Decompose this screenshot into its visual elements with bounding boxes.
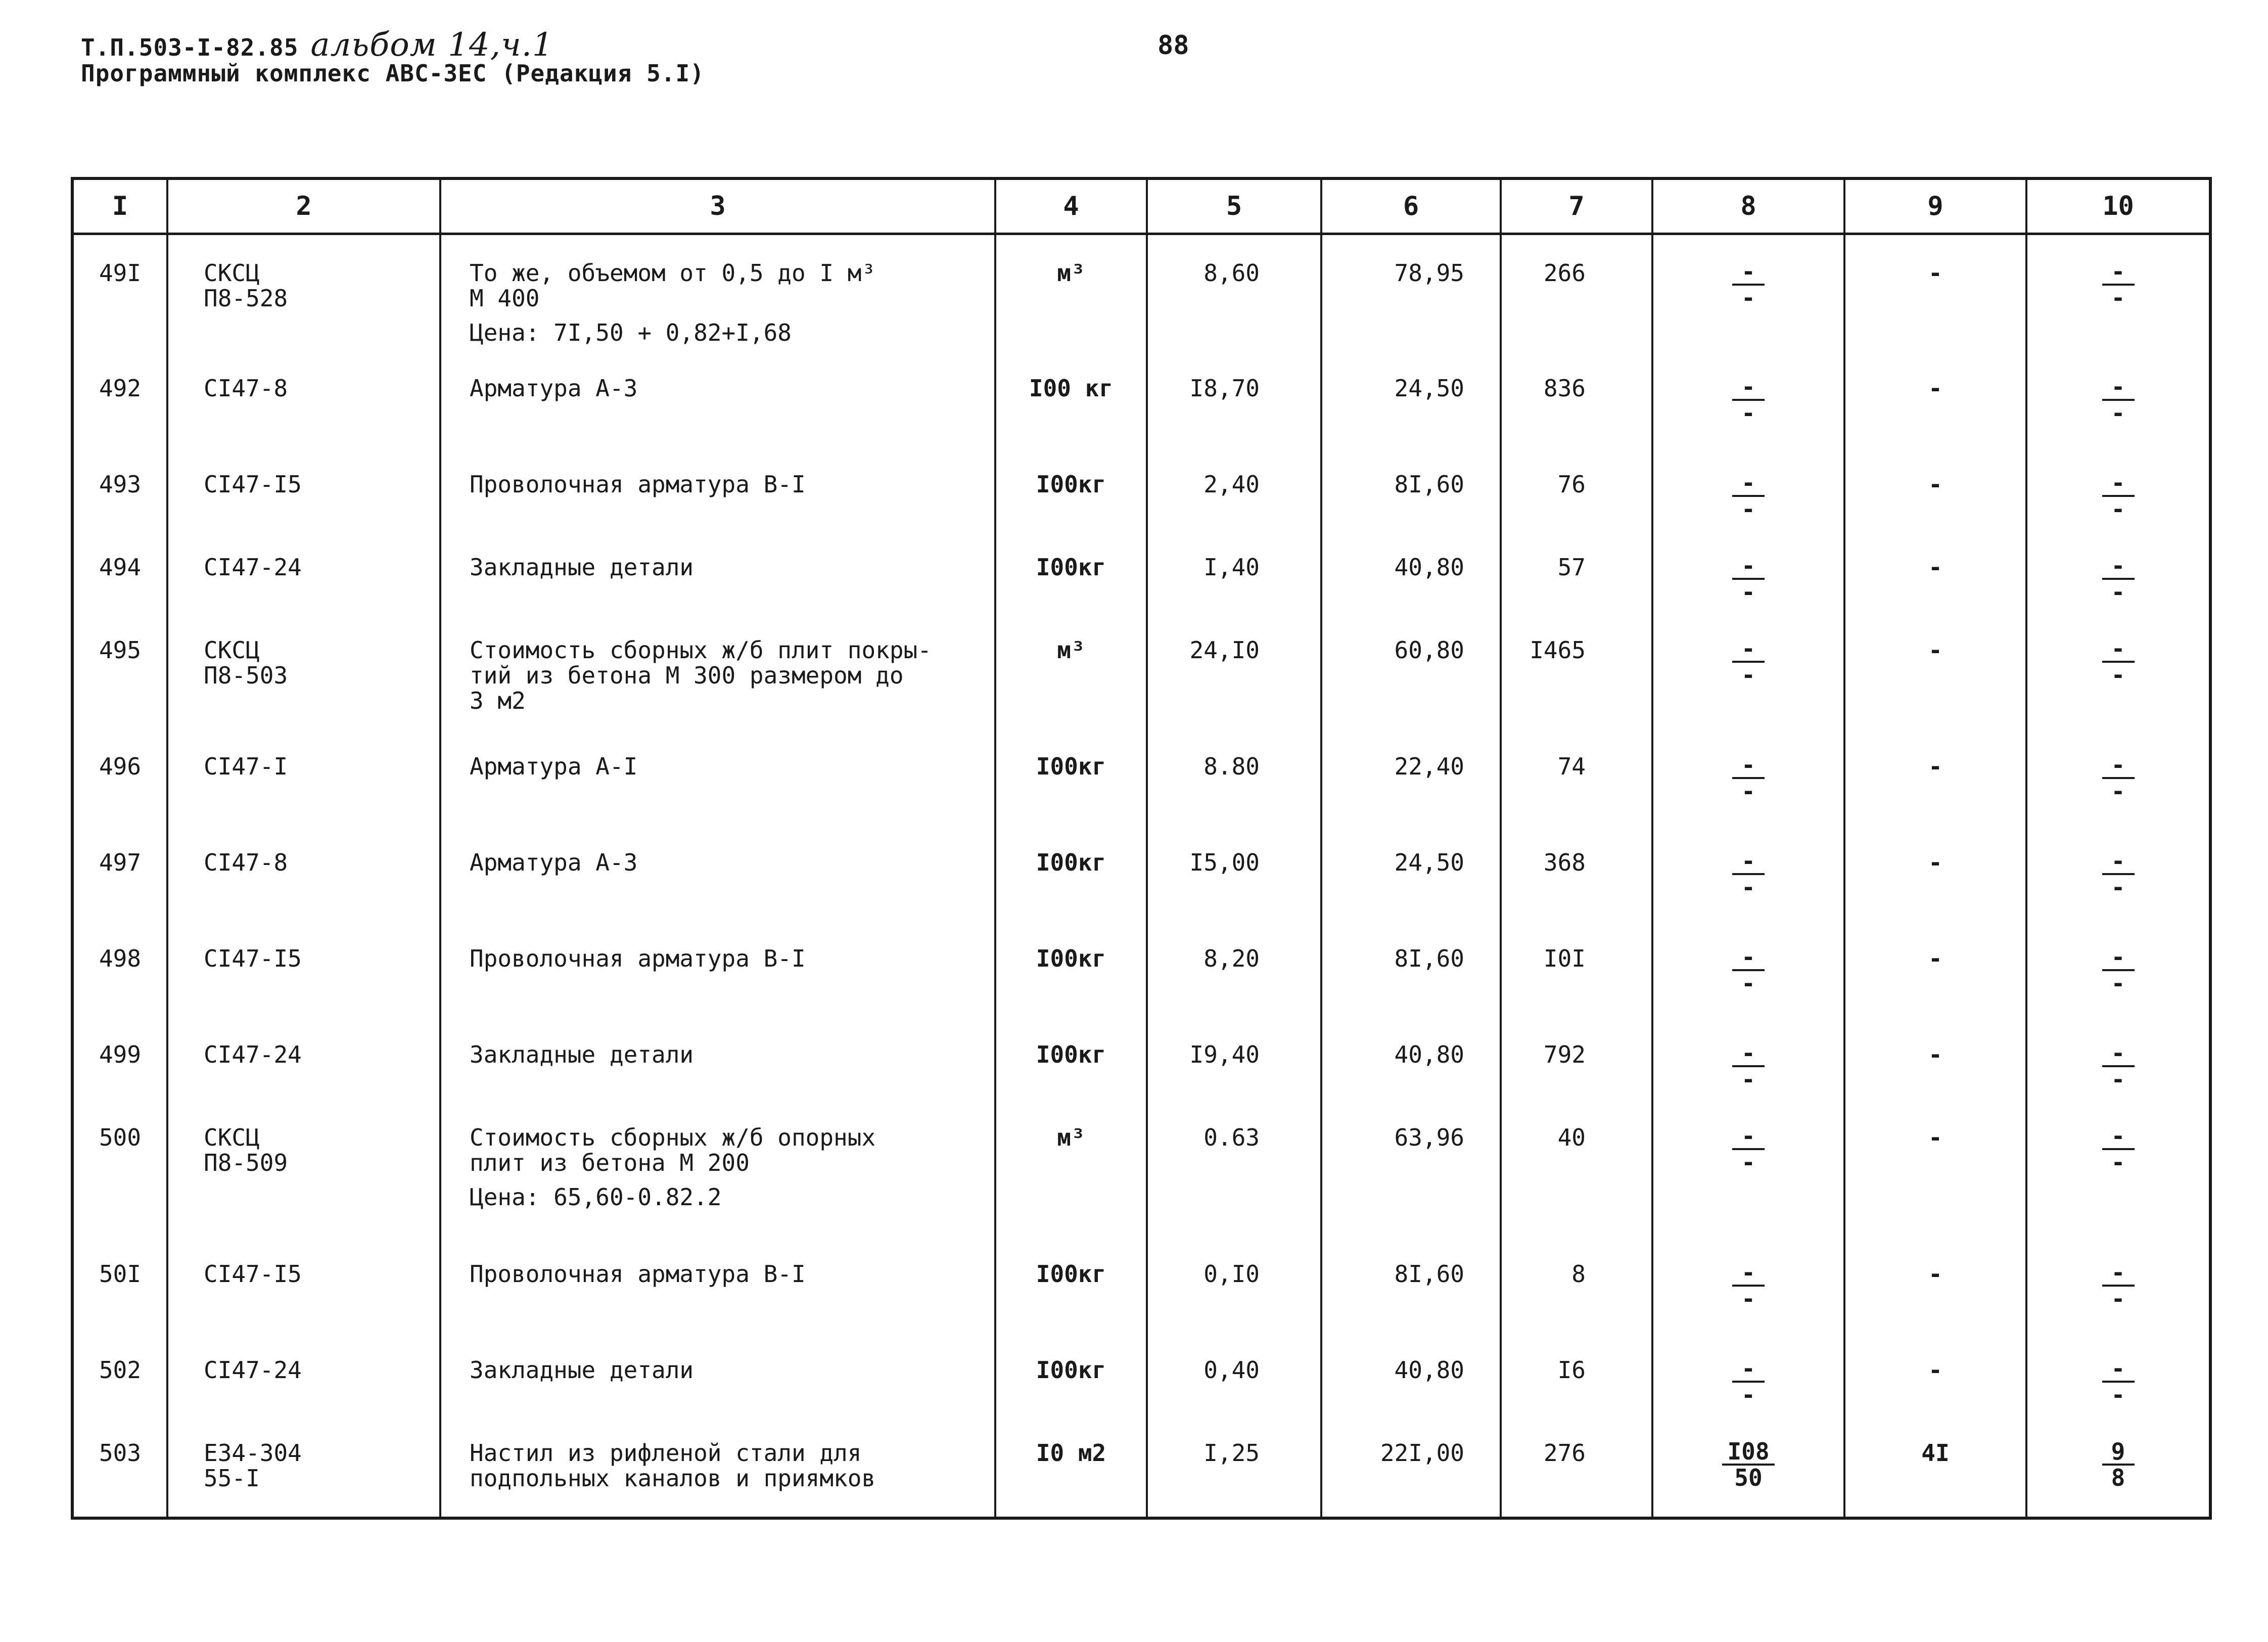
column-8-fraction — [1652, 234, 1844, 354]
total-cost: 836 — [1501, 354, 1652, 450]
column-8-fraction — [1652, 925, 1844, 1021]
column-8-fraction — [1652, 1104, 1844, 1240]
column-header: 10 — [2026, 178, 2210, 234]
price-code — [167, 829, 440, 925]
row-number: 497 — [72, 829, 167, 925]
quantity: 2,40 — [1147, 450, 1321, 533]
price-code — [167, 616, 440, 733]
price-code-line: СI47-I5 — [204, 944, 302, 972]
column-10-fraction — [2026, 925, 2210, 1021]
column-8-fraction — [1652, 533, 1844, 616]
fraction — [2102, 552, 2135, 606]
quantity: I,40 — [1147, 533, 1321, 616]
unit-of-measure: м³ — [995, 616, 1147, 733]
column-9-value: - — [1844, 450, 2026, 533]
table-row — [72, 533, 2210, 616]
row-number: 498 — [72, 925, 167, 1021]
fraction — [1732, 373, 1765, 427]
description-line: Проволочная арматура В-I — [470, 470, 806, 498]
fraction-denominator: - — [2111, 969, 2125, 997]
description-line: плит из бетона М 200 — [470, 1149, 750, 1176]
price-code-line: СI47-8 — [204, 848, 288, 876]
work-description — [440, 1104, 995, 1240]
unit-of-measure: I00кг — [995, 1021, 1147, 1104]
column-10-fraction — [2026, 234, 2210, 354]
row-number: 494 — [72, 533, 167, 616]
table-row — [72, 450, 2210, 533]
fraction-denominator: - — [1741, 777, 1755, 805]
column-8-fraction — [1652, 450, 1844, 533]
column-10-fraction — [2026, 1419, 2210, 1518]
table-row — [72, 354, 2210, 450]
column-10-fraction — [2026, 354, 2210, 450]
fraction — [2102, 1258, 2135, 1312]
table-row — [72, 1021, 2210, 1104]
column-10-fraction — [2026, 733, 2210, 829]
price-code-line: П8-509 — [204, 1149, 288, 1176]
price-code — [167, 925, 440, 1021]
document-code — [81, 26, 553, 64]
fraction — [1732, 1122, 1765, 1176]
fraction-denominator: - — [2111, 578, 2125, 606]
description-line: Закладные детали — [470, 553, 694, 581]
quantity: I,25 — [1147, 1419, 1321, 1518]
unit-cost: 22,40 — [1321, 733, 1501, 829]
fraction-numerator: - — [1732, 555, 1765, 580]
fraction-numerator: 9 — [2102, 1440, 2135, 1466]
column-10-fraction — [2026, 533, 2210, 616]
price-code-line: П8-528 — [204, 285, 288, 312]
column-10-fraction — [2026, 1240, 2210, 1336]
description-line: 3 м2 — [470, 687, 526, 714]
work-description — [440, 1336, 995, 1419]
column-9-value: - — [1844, 533, 2026, 616]
column-10-fraction — [2026, 616, 2210, 733]
price-code-line: СКСЦ — [204, 636, 260, 664]
unit-of-measure: I00кг — [995, 533, 1147, 616]
table-row — [72, 1419, 2210, 1518]
unit-cost: 63,96 — [1321, 1104, 1501, 1240]
price-code-line: СI47-I — [204, 752, 288, 780]
quantity: 0.63 — [1147, 1104, 1321, 1240]
price-code — [167, 533, 440, 616]
total-cost: I6 — [1501, 1336, 1652, 1419]
fraction-numerator: - — [1732, 1261, 1765, 1287]
description-line: М 400 — [470, 285, 540, 312]
fraction-denominator: - — [1741, 284, 1755, 311]
column-header: I — [72, 178, 167, 234]
column-header: 8 — [1652, 178, 1844, 234]
row-number: 500 — [72, 1104, 167, 1240]
column-9-value: - — [1844, 733, 2026, 829]
fraction-denominator: - — [1741, 495, 1755, 523]
column-8-fraction — [1652, 1336, 1844, 1419]
column-header: 3 — [440, 178, 995, 234]
work-description — [440, 1240, 995, 1336]
column-10-fraction — [2026, 1336, 2210, 1419]
album-handwritten-note: альбом 14,ч.1 — [310, 26, 553, 64]
unit-of-measure: I00 кг — [995, 354, 1147, 450]
total-cost: 792 — [1501, 1021, 1652, 1104]
unit-cost: 78,95 — [1321, 234, 1501, 354]
column-9-value: - — [1844, 354, 2026, 450]
price-code-line: 55-I — [204, 1464, 260, 1492]
description-line: Арматура А-3 — [470, 848, 638, 876]
total-cost: 266 — [1501, 234, 1652, 354]
column-9-value: - — [1844, 234, 2026, 354]
total-cost: 76 — [1501, 450, 1652, 533]
fraction-numerator: I08 — [1722, 1440, 1774, 1466]
unit-cost: 8I,60 — [1321, 925, 1501, 1021]
row-number: 492 — [72, 354, 167, 450]
row-number: 493 — [72, 450, 167, 533]
price-formula: Цена: 7I,50 + 0,82+I,68 — [470, 319, 792, 346]
price-code — [167, 234, 440, 354]
row-number: 495 — [72, 616, 167, 733]
row-number: 502 — [72, 1336, 167, 1419]
unit-cost: 40,80 — [1321, 1021, 1501, 1104]
fraction-denominator: - — [2111, 777, 2125, 805]
total-cost: 8 — [1501, 1240, 1652, 1336]
column-9-value: - — [1844, 925, 2026, 1021]
fraction-denominator: - — [2111, 1065, 2125, 1093]
fraction-denominator: - — [1741, 1285, 1755, 1312]
fraction-numerator: - — [2102, 1125, 2135, 1150]
column-8-fraction — [1652, 1021, 1844, 1104]
column-10-fraction — [2026, 1021, 2210, 1104]
column-header: 6 — [1321, 178, 1501, 234]
table-body — [72, 234, 2210, 1518]
fraction-numerator: - — [1732, 637, 1765, 663]
unit-of-measure: м³ — [995, 1104, 1147, 1240]
unit-of-measure: м³ — [995, 234, 1147, 354]
unit-cost: 40,80 — [1321, 1336, 1501, 1419]
quantity: I5,00 — [1147, 829, 1321, 925]
work-description — [440, 533, 995, 616]
fraction-denominator: - — [2111, 1148, 2125, 1176]
fraction-numerator: - — [1732, 260, 1765, 286]
column-9-value: 4I — [1844, 1419, 2026, 1518]
fraction-numerator: - — [1732, 850, 1765, 875]
fraction-denominator: - — [2111, 399, 2125, 427]
total-cost: I465 — [1501, 616, 1652, 733]
fraction-numerator: - — [2102, 260, 2135, 286]
column-header: 2 — [167, 178, 440, 234]
column-9-value: - — [1844, 1021, 2026, 1104]
fraction — [1732, 634, 1765, 689]
fraction-denominator: - — [2111, 661, 2125, 689]
price-code-line: П8-503 — [204, 661, 288, 689]
fraction — [2102, 260, 2135, 309]
unit-cost: 8I,60 — [1321, 1240, 1501, 1336]
price-code — [167, 1021, 440, 1104]
fraction-numerator: - — [2102, 1357, 2135, 1383]
row-number: 503 — [72, 1419, 167, 1518]
price-code-line: СI47-I5 — [204, 1260, 302, 1288]
total-cost: 40 — [1501, 1104, 1652, 1240]
estimate-table — [71, 177, 2212, 1520]
fraction-numerator: - — [1732, 1357, 1765, 1383]
quantity: 8,20 — [1147, 925, 1321, 1021]
fraction — [1722, 1437, 1774, 1491]
total-cost: 57 — [1501, 533, 1652, 616]
price-code-line: СКСЦ — [204, 1123, 260, 1151]
fraction — [2102, 634, 2135, 689]
work-description — [440, 1021, 995, 1104]
quantity: 0,40 — [1147, 1336, 1321, 1419]
description-line: Арматура А-I — [470, 752, 638, 780]
price-code-line: Е34-304 — [204, 1439, 302, 1467]
description-line: То же, объемом от 0,5 до I м³ — [470, 259, 876, 287]
fraction-denominator: - — [2111, 495, 2125, 523]
description-line: Закладные детали — [470, 1040, 694, 1068]
price-code — [167, 450, 440, 533]
fraction — [2102, 1354, 2135, 1408]
table-row — [72, 234, 2210, 354]
quantity: 8.80 — [1147, 733, 1321, 829]
row-number: 49I — [72, 234, 167, 354]
fraction — [1732, 1258, 1765, 1312]
description-line: тий из бетона М 300 размером до — [470, 661, 904, 689]
work-description — [440, 234, 995, 354]
unit-cost: 24,50 — [1321, 354, 1501, 450]
description-line: Стоимость сборных ж/б опорных — [470, 1123, 876, 1151]
work-description — [440, 829, 995, 925]
fraction — [2102, 847, 2135, 901]
column-9-value: - — [1844, 1336, 2026, 1419]
fraction-denominator: - — [1741, 1381, 1755, 1408]
column-10-fraction — [2026, 829, 2210, 925]
table-row — [72, 1240, 2210, 1336]
fraction-denominator: - — [1741, 578, 1755, 606]
document-code-text: Т.П.503-I-82.85 — [81, 34, 299, 61]
column-9-value: - — [1844, 1240, 2026, 1336]
column-10-fraction — [2026, 1104, 2210, 1240]
price-code-line: СI47-24 — [204, 1040, 302, 1068]
fraction-numerator: - — [1732, 946, 1765, 971]
fraction-numerator: - — [1732, 754, 1765, 779]
unit-cost: 40,80 — [1321, 533, 1501, 616]
unit-of-measure: I00кг — [995, 450, 1147, 533]
table-row — [72, 925, 2210, 1021]
fraction — [2102, 373, 2135, 427]
work-description — [440, 354, 995, 450]
total-cost: 74 — [1501, 733, 1652, 829]
fraction — [1732, 751, 1765, 805]
fraction-denominator: - — [1741, 873, 1755, 901]
fraction — [2102, 469, 2135, 523]
work-description — [440, 450, 995, 533]
unit-of-measure: I00кг — [995, 829, 1147, 925]
fraction — [2102, 1039, 2135, 1093]
table-row — [72, 616, 2210, 733]
column-8-fraction — [1652, 1419, 1844, 1518]
column-header: 7 — [1501, 178, 1652, 234]
unit-cost: 8I,60 — [1321, 450, 1501, 533]
fraction-numerator: - — [1732, 472, 1765, 497]
fraction — [2102, 943, 2135, 997]
fraction-numerator: - — [1732, 1125, 1765, 1150]
fraction — [1732, 943, 1765, 997]
description-line: Проволочная арматура В-I — [470, 944, 806, 972]
fraction-numerator: - — [2102, 754, 2135, 779]
fraction-denominator: 8 — [2111, 1464, 2125, 1491]
fraction-numerator: - — [2102, 472, 2135, 497]
work-description — [440, 925, 995, 1021]
price-code-line: СI47-24 — [204, 1356, 302, 1384]
column-header: 5 — [1147, 178, 1321, 234]
fraction-denominator: - — [2111, 873, 2125, 901]
table-row — [72, 1336, 2210, 1419]
page-number: 88 — [1158, 30, 1189, 61]
unit-cost: 24,50 — [1321, 829, 1501, 925]
unit-of-measure: I00кг — [995, 733, 1147, 829]
quantity: 8,60 — [1147, 234, 1321, 354]
fraction-denominator: - — [1741, 969, 1755, 997]
column-9-value: - — [1844, 616, 2026, 733]
fraction — [1732, 1039, 1765, 1093]
table-row — [72, 1104, 2210, 1240]
total-cost: 276 — [1501, 1419, 1652, 1518]
column-9-value: - — [1844, 829, 2026, 925]
work-description — [440, 733, 995, 829]
unit-of-measure: I00кг — [995, 1336, 1147, 1419]
price-code-line: СI47-8 — [204, 374, 288, 402]
description-line: Проволочная арматура В-I — [470, 1260, 806, 1288]
total-cost: I0I — [1501, 925, 1652, 1021]
fraction — [2102, 1122, 2135, 1176]
fraction-numerator: - — [2102, 555, 2135, 580]
fraction-denominator: - — [2111, 1381, 2125, 1408]
work-description — [440, 1419, 995, 1518]
fraction — [1732, 1354, 1765, 1408]
column-8-fraction — [1652, 616, 1844, 733]
fraction-numerator: - — [2102, 850, 2135, 875]
column-number-header — [72, 178, 2210, 234]
fraction-denominator: - — [1741, 399, 1755, 427]
quantity: 24,I0 — [1147, 616, 1321, 733]
price-formula: Цена: 65,60-0.82.2 — [470, 1183, 722, 1211]
fraction — [1732, 469, 1765, 523]
price-code — [167, 1240, 440, 1336]
fraction-denominator: - — [1741, 661, 1755, 689]
price-code-line: СКСЦ — [204, 259, 260, 287]
fraction-numerator: - — [2102, 1261, 2135, 1287]
fraction-numerator: - — [1732, 1042, 1765, 1067]
price-code-line: СI47-24 — [204, 553, 302, 581]
fraction-denominator: - — [1741, 1065, 1755, 1093]
fraction-denominator: - — [1741, 1148, 1755, 1176]
fraction — [2102, 751, 2135, 805]
fraction-denominator: - — [2111, 1285, 2125, 1312]
price-code — [167, 354, 440, 450]
work-description — [440, 616, 995, 733]
fraction — [2102, 1437, 2135, 1491]
description-line: подпольных каналов и приямков — [470, 1464, 876, 1492]
row-number: 496 — [72, 733, 167, 829]
unit-of-measure: I00кг — [995, 1240, 1147, 1336]
fraction-numerator: - — [2102, 1042, 2135, 1067]
price-code — [167, 733, 440, 829]
price-code — [167, 1104, 440, 1240]
unit-cost: 22I,00 — [1321, 1419, 1501, 1518]
fraction-numerator: - — [1732, 376, 1765, 401]
fraction-denominator: 50 — [1734, 1464, 1763, 1491]
quantity: 0,I0 — [1147, 1240, 1321, 1336]
column-8-fraction — [1652, 829, 1844, 925]
description-line: Закладные детали — [470, 1356, 694, 1384]
fraction — [1732, 847, 1765, 901]
column-10-fraction — [2026, 450, 2210, 533]
column-8-fraction — [1652, 1240, 1844, 1336]
quantity: I9,40 — [1147, 1021, 1321, 1104]
fraction — [1732, 552, 1765, 606]
unit-cost: 60,80 — [1321, 616, 1501, 733]
fraction-denominator: - — [2111, 284, 2125, 311]
column-8-fraction — [1652, 354, 1844, 450]
row-number: 499 — [72, 1021, 167, 1104]
unit-of-measure: I00кг — [995, 925, 1147, 1021]
price-code — [167, 1336, 440, 1419]
description-line: Стоимость сборных ж/б плит покры- — [470, 636, 932, 664]
column-8-fraction — [1652, 733, 1844, 829]
row-number: 50I — [72, 1240, 167, 1336]
fraction-numerator: - — [2102, 637, 2135, 663]
total-cost: 368 — [1501, 829, 1652, 925]
fraction-numerator: - — [2102, 946, 2135, 971]
table-row — [72, 733, 2210, 829]
column-header: 4 — [995, 178, 1147, 234]
column-9-value: - — [1844, 1104, 2026, 1240]
table-row — [72, 829, 2210, 925]
description-line: Настил из рифленой стали для — [470, 1439, 862, 1467]
column-header: 9 — [1844, 178, 2026, 234]
program-title: Программный комплекс АВС-ЗЕС (Редакция 5.I) — [81, 60, 705, 87]
fraction-numerator: - — [2102, 376, 2135, 401]
price-code — [167, 1419, 440, 1518]
quantity: I8,70 — [1147, 354, 1321, 450]
fraction — [1732, 260, 1765, 309]
price-code-line: СI47-I5 — [204, 470, 302, 498]
description-line: Арматура А-3 — [470, 374, 638, 402]
unit-of-measure: I0 м2 — [995, 1419, 1147, 1518]
